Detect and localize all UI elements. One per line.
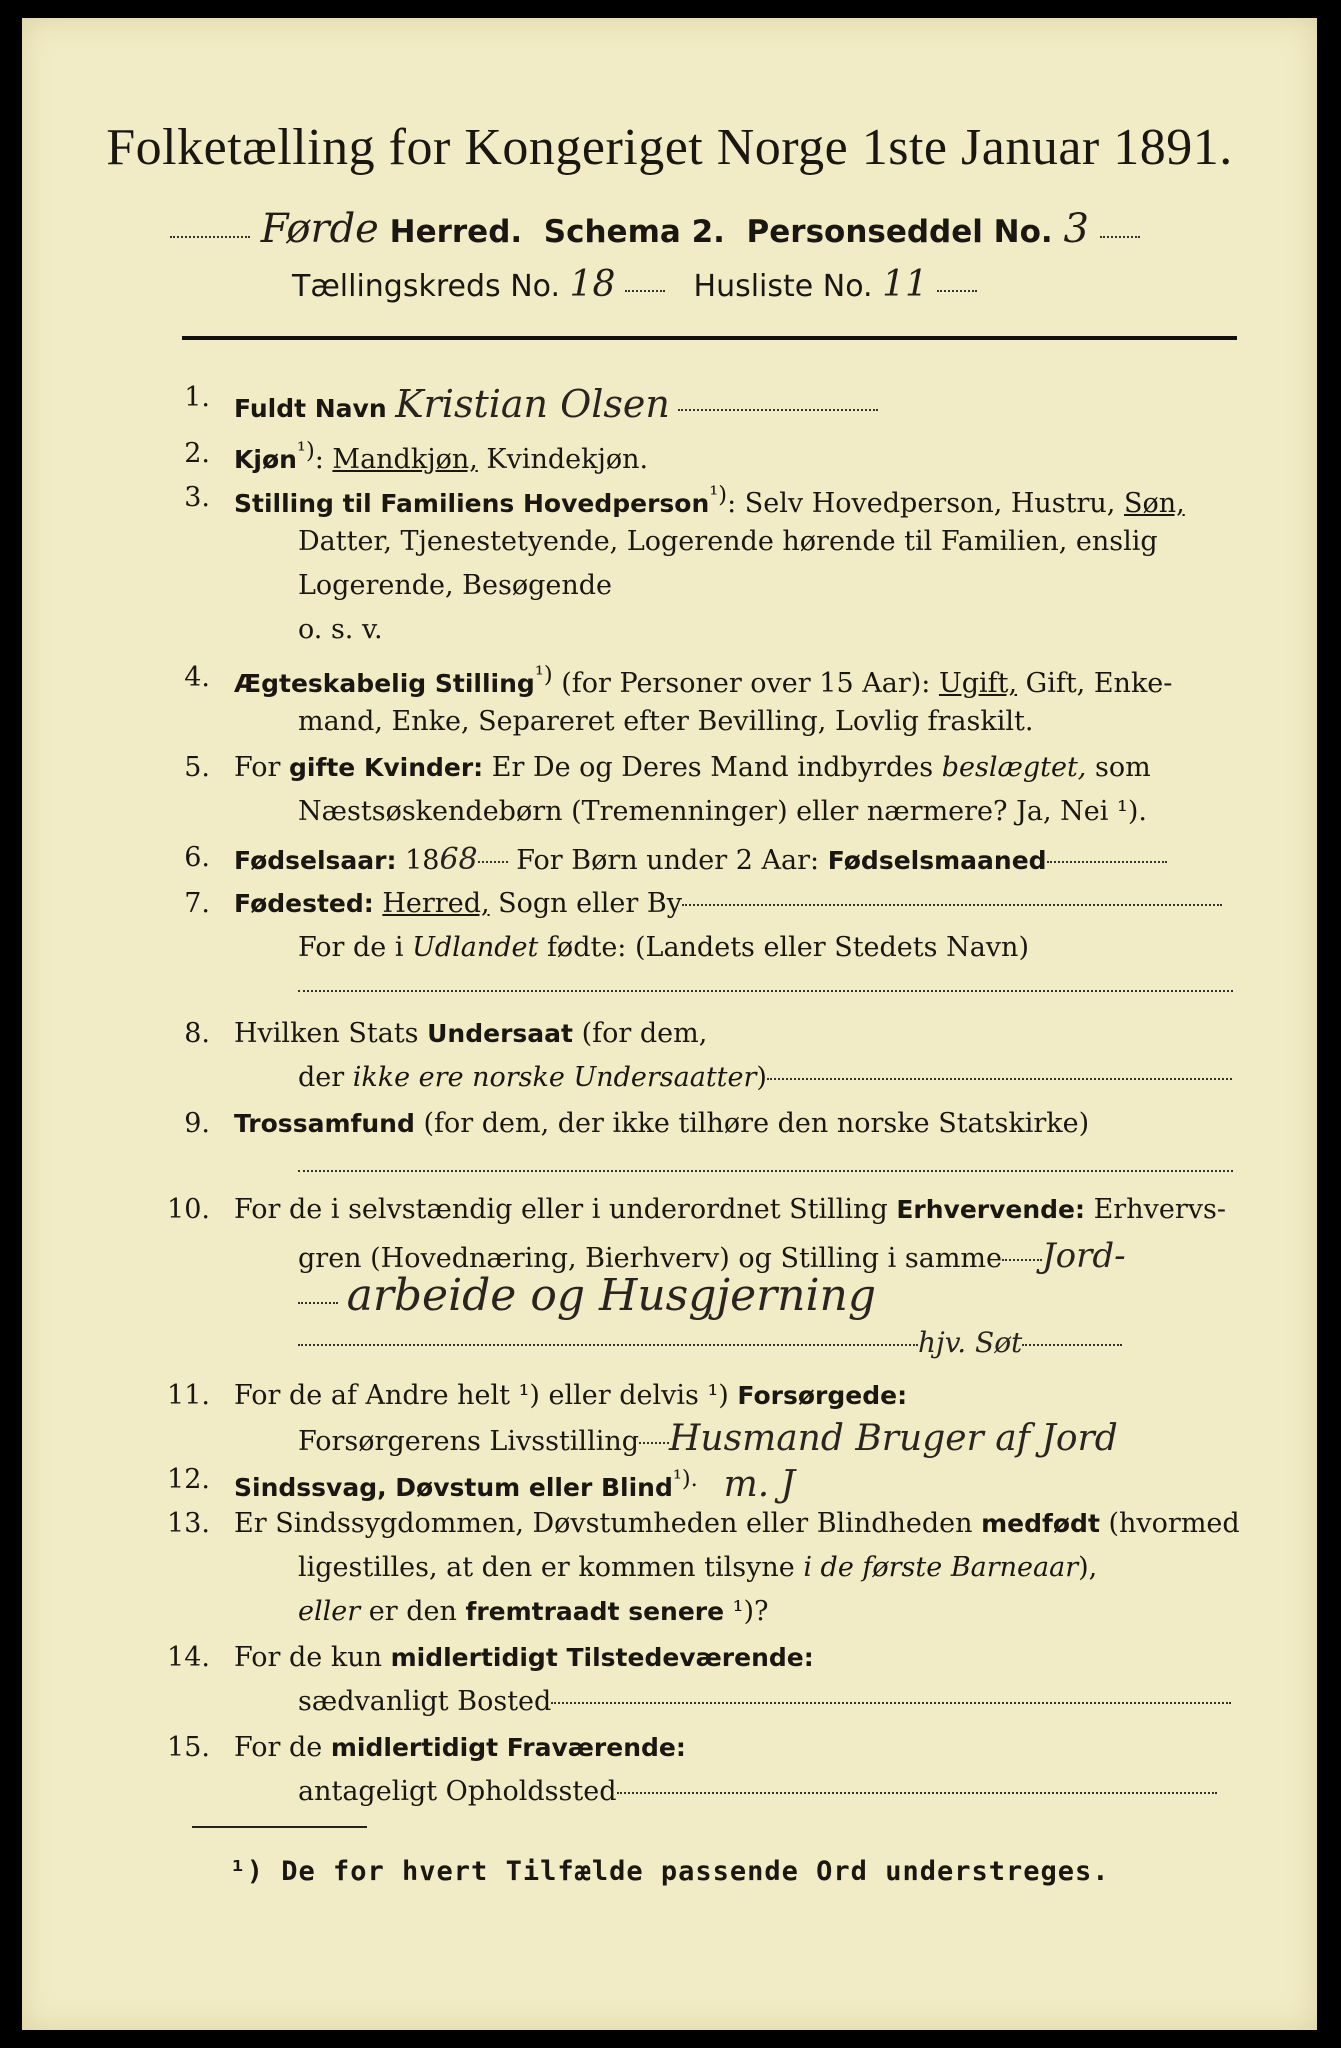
full-name-value: Kristian Olsen	[395, 382, 670, 426]
husliste-label: Husliste No.	[693, 269, 873, 304]
sex-selected: Mandkjøn,	[332, 444, 478, 475]
schema-label: Schema 2.	[543, 214, 725, 250]
census-form: Folketælling for Kongeriget Norge 1ste Januar 1891. Førde Herred. Schema 2. Personseddel No. 3 Tællingskreds No. 18 Husliste No. 11 1. Fuldt Navn Kristian Olsen 2. Kjøn$^{^1)}$: Mandkjøn, Kvindekjøn. 3. Stilling til Familiens Hovedperson$^{^1)}$: Selv Hovedperson, Hustru, Søn, Datter, Tjenestetyende, Logerende hørende til Familien, enslig Logerende, Besøgende o. s. v. 4. Ægteskabelig Stilling$^{^1)}$ (for Personer over 15 Aar): Ugift, Gift, Enke- mand, Enke, Separeret efter Bevilling, Lovlig fraskilt. 5. For gifte Kvinder: Er De og Deres Mand indbyrdes beslægtet, som Næstsøskendebørn (Tremenninger) eller nærmere? Ja, Nei ¹). 6. Fødselsaar: 1868 For Børn under 2 Aar: Fødselsmaaned 7. Fødested: Herred, Sogn eller By For de i Udlandet fødte: (Landets eller Stedets Navn) 8. Hvilken Stats Undersaat (for dem, der ikke ere norske Undersaatter) 9. Trossamfund (for dem, der ikke tilhøre den norske Statskirke) 10. For de i selvstændig eller i underordnet Stilling Erhvervende: Erhvervs- gren (Hovednæring, Bierhverv) og Stilling i samme Jord- arbeide og Husgjerning hjv. Søt 11. For de af Andre helt ¹) eller delvis ¹) Forsørgede: Forsørgerens Livsstilling Husmand Bruger af Jord 12. Sindssvag, Døvstum eller Blind$^{^1).}$ m. J 13. Er Sindssygdommen, Døvstumheden eller Blindheden medfødt (hvormed ligestilles, at den er kommen tilsyne i de første Barneaar), eller er den fremtraadt senere ¹)? 14. For de kun midlertidigt Tilstedeværende: sædvanligt Bosted 15. For de midlertidigt Fraværende: antageligt Opholdssted ¹) De for hvert Tilfælde passende Ord understreges.	[22, 18, 1317, 2030]
birth-year-value: 68	[439, 842, 478, 877]
marital-selected: Ugift,	[938, 668, 1018, 699]
form-title: Folketælling for Kongeriget Norge 1ste Januar 1891.	[106, 119, 1233, 176]
header-line-1	[170, 206, 1240, 252]
header-line-2	[292, 264, 1341, 305]
footnote-rule	[192, 1826, 367, 1828]
herred-name: Førde	[260, 206, 379, 252]
provider-occupation-value: Husmand Bruger af Jord	[669, 1418, 1118, 1459]
disability-value: m. J	[723, 1464, 796, 1505]
footnote: ¹) De for hvert Tilfælde passende Ord understreges.	[229, 1856, 1110, 1887]
kreds-no: 18	[569, 264, 616, 305]
husliste-no: 11	[882, 264, 928, 305]
personseddel-no: 3	[1063, 206, 1089, 252]
header-rule	[182, 336, 1237, 340]
role-selected: Søn,	[1123, 488, 1185, 519]
occupation-value-3: hjv. Søt	[918, 1326, 1023, 1359]
full-name-label: Fuldt Navn	[234, 394, 387, 423]
birthplace-selected: Herred,	[382, 888, 490, 919]
occupation-value-2: arbeide og Husgjerning	[346, 1270, 877, 1321]
personseddel-label: Personseddel No.	[746, 214, 1053, 250]
herred-label: Herred.	[389, 214, 523, 250]
kreds-label: Tællingskreds No.	[292, 269, 560, 304]
occupation-value-1: Jord-	[1042, 1236, 1126, 1276]
